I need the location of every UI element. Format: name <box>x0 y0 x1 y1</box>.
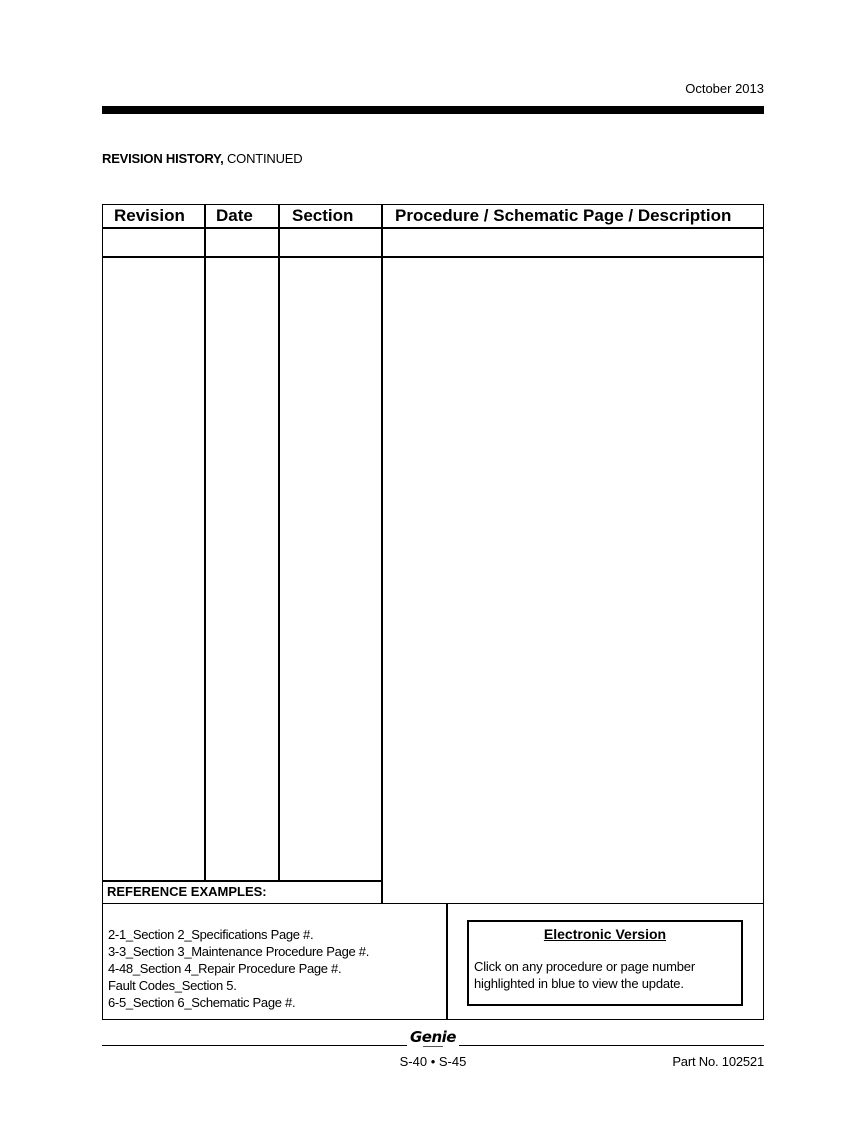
reference-example: 6-5_Section 6_Schematic Page #. <box>108 995 296 1010</box>
section-title-bold: REVISION HISTORY, <box>102 151 224 166</box>
reference-example: 3-3_Section 3_Maintenance Procedure Page #. <box>108 944 370 959</box>
part-number: Part No. 102521 <box>672 1054 764 1069</box>
electronic-version-box <box>467 920 743 1006</box>
reference-label-divider <box>103 880 382 882</box>
footer-rule-right <box>459 1045 764 1046</box>
logo-underline-graphic <box>409 1046 457 1048</box>
blank-row-divider <box>103 256 763 258</box>
header-row-divider <box>103 227 763 229</box>
column-header-section: Section <box>292 206 354 225</box>
footer-rule-left <box>102 1045 407 1046</box>
reference-examples-box <box>102 903 764 1020</box>
electronic-version-text <box>474 958 695 992</box>
document-date: October 2013 <box>685 81 764 96</box>
reference-example: 4-48_Section 4_Repair Procedure Page #. <box>108 961 342 976</box>
electronic-version-line: Click on any procedure or page number <box>474 959 695 974</box>
reference-box-divider <box>446 904 448 1019</box>
column-header-date: Date <box>216 206 253 225</box>
column-divider-3 <box>381 205 383 904</box>
section-title-rest: CONTINUED <box>223 151 303 166</box>
column-header-revision: Revision <box>114 206 185 225</box>
reference-example: 2-1_Section 2_Specifications Page #. <box>108 927 314 942</box>
column-divider-2 <box>278 205 280 881</box>
reference-example: Fault Codes_Section 5. <box>108 978 237 993</box>
column-header-description: Procedure / Schematic Page / Description <box>395 206 732 225</box>
electronic-version-title: Electronic Version <box>543 926 667 942</box>
column-divider-1 <box>204 205 206 881</box>
electronic-version-line: highlighted in blue to view the update. <box>474 976 684 991</box>
header-rule <box>102 106 764 114</box>
section-title <box>102 151 302 166</box>
reference-examples-list <box>108 926 369 1011</box>
model-number: S-40 • S-45 <box>399 1054 467 1069</box>
genie-logo: Genie <box>410 1028 456 1046</box>
reference-examples-label: REFERENCE EXAMPLES: <box>107 884 267 899</box>
revision-history-table <box>102 204 764 904</box>
